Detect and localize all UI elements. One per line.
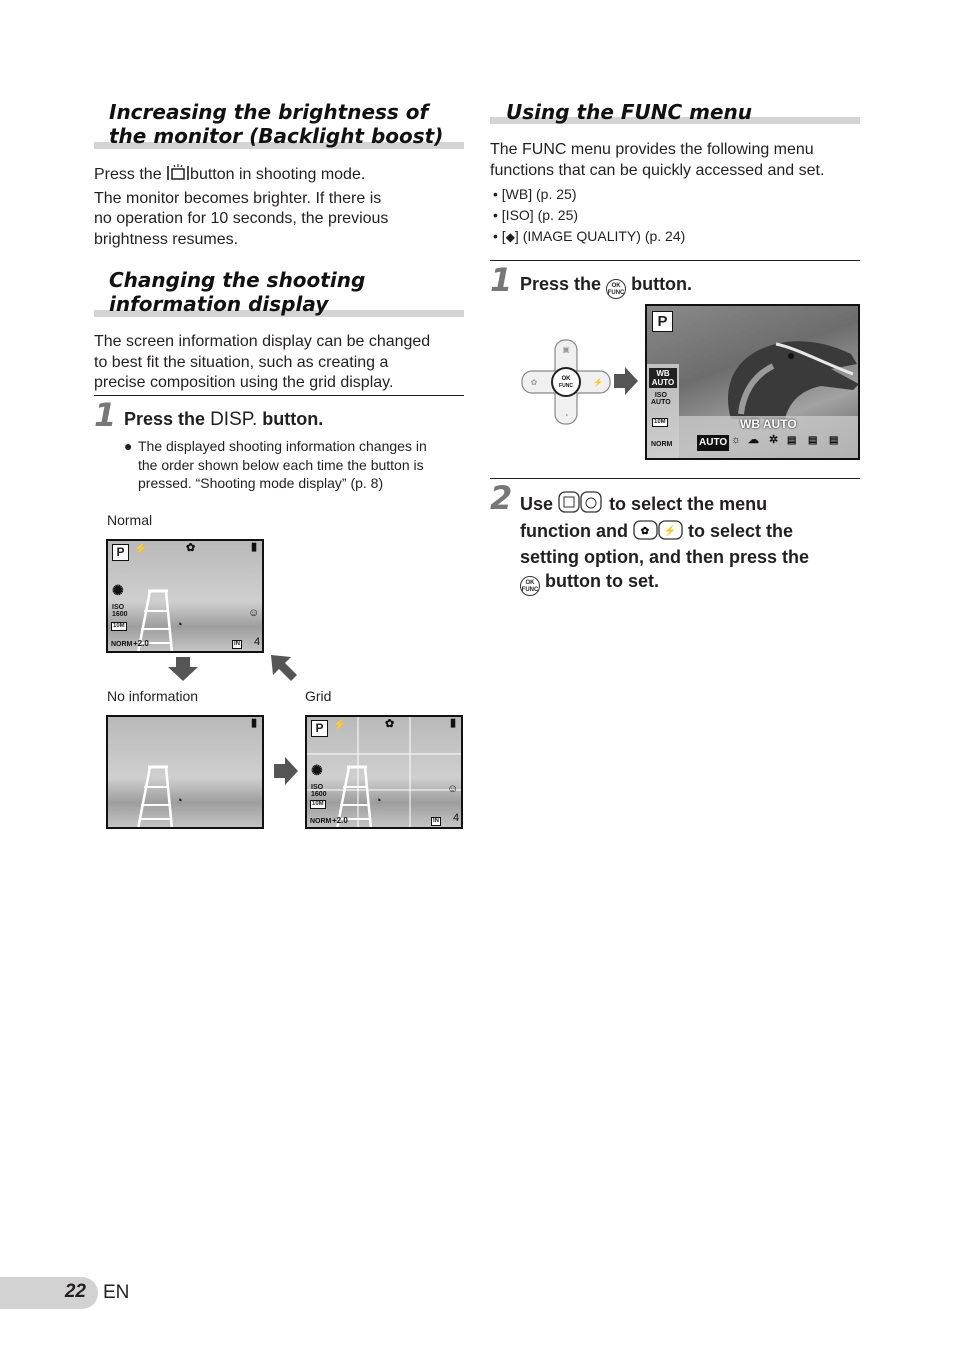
selftimer-icon: ◔ <box>375 795 382 807</box>
exposure-indicator: +2.0 <box>332 816 348 825</box>
screen-label-no-info: No information <box>107 688 199 704</box>
svg-text:✿: ✿ <box>640 525 650 537</box>
battery-icon: ▮ <box>251 541 258 553</box>
text: ISO <box>112 604 125 611</box>
wb-fluorescent1-icon[interactable]: ▤ <box>787 435 797 446</box>
lifeguard-chair-image <box>128 757 188 829</box>
battery-icon: ▮ <box>251 717 258 729</box>
control-pad-illustration <box>520 338 612 426</box>
step-number: 2 <box>490 479 513 517</box>
ok-func-button-icon: OK FUNC <box>520 576 540 596</box>
func-menu-list <box>493 184 685 248</box>
shots-remaining: 4 <box>453 812 460 824</box>
up-left-arrow-icon <box>271 655 297 681</box>
text: button. <box>262 409 324 429</box>
ok-func-button-icon: OK FUNC <box>606 279 626 299</box>
text: to select the <box>688 520 794 541</box>
text: to select the menu <box>609 494 768 514</box>
title-line: Changing the shooting <box>109 268 366 292</box>
down-arrow-icon <box>168 657 198 681</box>
mode-indicator: P <box>112 544 129 561</box>
image-size-indicator: 10M <box>113 623 125 629</box>
list-item: • [WB] (p. 25) <box>493 184 685 205</box>
text: The FUNC menu provides the following menu <box>490 141 814 158</box>
menu-title: WB AUTO <box>740 417 797 431</box>
svg-text:⚡: ⚡ <box>593 378 603 387</box>
memory-indicator: IN <box>433 818 439 824</box>
page-number-tab <box>0 1277 98 1309</box>
grid-overlay <box>307 717 461 827</box>
text: The screen information display can be changed <box>94 333 431 350</box>
right-arrow-icon <box>614 367 638 395</box>
text: precise composition using the grid display. <box>94 374 394 391</box>
text: AUTO <box>651 378 675 387</box>
shooting-info-paragraph <box>94 332 464 394</box>
text: button. <box>631 274 693 294</box>
text: Press the <box>520 274 602 294</box>
right-arrow-icon <box>274 757 298 785</box>
screen-label-normal: Normal <box>107 512 153 528</box>
step-instruction <box>520 491 860 596</box>
text: The displayed shooting information changes in <box>138 438 427 454</box>
flash-icon: ⚡ <box>333 719 347 731</box>
func-intro-paragraph <box>490 140 860 181</box>
text: The monitor becomes brighter. If there is <box>94 189 382 207</box>
backlight-paragraph <box>94 164 464 250</box>
macro-icon: ✿ <box>186 542 196 554</box>
text: button in shooting mode. <box>190 166 366 183</box>
screen-label-grid: Grid <box>305 688 332 704</box>
text: 1600 <box>311 791 327 798</box>
wb-fluorescent2-icon[interactable]: ▤ <box>808 435 818 446</box>
exposure-indicator: +2.0 <box>133 639 149 648</box>
text: Press the <box>94 166 162 183</box>
svg-text:▣: ▣ <box>562 345 570 354</box>
text: functions that can be quickly accessed and set. <box>490 161 825 179</box>
page-number: 22 <box>64 1281 86 1302</box>
text: pressed. “Shooting mode display” (p. 8) <box>138 475 384 491</box>
memory-indicator: IN <box>234 641 240 647</box>
step-note <box>124 437 464 493</box>
svg-text:◔: ◔ <box>563 411 569 420</box>
list-item: • [◆] (IMAGE QUALITY) (p. 24) <box>493 226 685 248</box>
step-divider <box>490 478 860 479</box>
svg-text:✿: ✿ <box>530 378 538 387</box>
screen-normal <box>106 539 264 653</box>
text: brightness resumes. <box>94 230 239 248</box>
screen-grid <box>305 715 463 829</box>
image-size-indicator: 10M <box>654 419 666 425</box>
face-detect-icon: ☺ <box>447 783 459 795</box>
image-quality-indicator: NORM <box>111 641 133 648</box>
text: 1600 <box>112 611 128 618</box>
text: Press the <box>124 409 206 429</box>
battery-icon: ▮ <box>450 717 457 729</box>
title-line: the monitor (Backlight boost) <box>109 124 444 148</box>
svg-text:⚡: ⚡ <box>663 525 677 537</box>
wb-cloudy-icon[interactable]: ☁ <box>748 434 759 446</box>
text: setting option, and then press the <box>520 547 810 567</box>
text: Use <box>520 494 554 514</box>
func-label: FUNC <box>559 383 573 389</box>
disp-key: DISP. <box>210 409 258 430</box>
screen-no-information <box>106 715 264 829</box>
step-instruction <box>124 408 323 432</box>
left-right-buttons-icon <box>633 520 683 547</box>
section-title-backlight <box>109 100 443 148</box>
image-quality-icon: ◆ <box>505 230 515 244</box>
text: no operation for 10 seconds, the previous <box>94 210 389 227</box>
step-divider <box>94 395 464 396</box>
image-quality-indicator: NORM <box>310 818 332 825</box>
mode-indicator: P <box>652 311 673 332</box>
wb-sunny-icon[interactable]: ☼ <box>731 434 742 446</box>
language-label: EN <box>103 1282 130 1303</box>
wb-option-auto[interactable]: AUTO <box>697 435 729 451</box>
step-number: 1 <box>94 396 117 434</box>
text: ISO <box>654 392 667 399</box>
wb-fluorescent3-icon[interactable]: ▤ <box>829 435 839 446</box>
mode-indicator: P <box>311 720 328 737</box>
macro-icon: ✿ <box>385 718 395 730</box>
text: ] (IMAGE QUALITY) (p. 24) <box>514 228 686 244</box>
iso-indicator <box>311 784 327 798</box>
face-detect-icon: ☺ <box>248 607 260 619</box>
image-size-indicator: 10M <box>312 801 324 807</box>
text: the order shown below each time the button is <box>138 456 424 473</box>
selftimer-icon: ◔ <box>176 619 183 631</box>
selftimer-icon: ◔ <box>176 795 183 807</box>
bullet-dot: ● <box>124 438 133 454</box>
backlight-button-icon <box>166 164 190 189</box>
text: ISO <box>311 784 324 791</box>
ok-label: OK <box>561 376 571 382</box>
section-title-func-menu: Using the FUNC menu <box>506 100 753 124</box>
title-line: information display <box>109 292 329 316</box>
text: AUTO <box>651 399 671 406</box>
text: button to set. <box>545 570 659 591</box>
up-down-buttons-icon <box>558 491 604 520</box>
list-item: • [ISO] (p. 25) <box>493 205 685 226</box>
step-number: 1 <box>490 261 513 299</box>
func-menu-screen <box>645 304 860 460</box>
iso-indicator <box>112 604 128 618</box>
shots-remaining: 4 <box>254 636 261 648</box>
section-title-shooting-info <box>109 268 365 316</box>
title-line: Increasing the brightness of <box>109 100 429 124</box>
flash-icon: ⚡ <box>134 543 148 555</box>
text: function and <box>520 520 628 541</box>
wb-icon: ✺ <box>112 582 124 598</box>
text: to best fit the situation, such as creating a <box>94 353 389 371</box>
iso-menu-item <box>651 392 671 406</box>
wb-icon: ✺ <box>311 762 323 778</box>
dolphin-image <box>681 314 860 419</box>
wb-menu-item <box>649 368 677 388</box>
step-instruction <box>520 273 692 299</box>
text: WB <box>656 369 670 378</box>
image-quality-indicator: NORM <box>651 441 673 448</box>
wb-tungsten-icon[interactable]: ✲ <box>769 434 779 446</box>
step-divider <box>490 260 860 261</box>
